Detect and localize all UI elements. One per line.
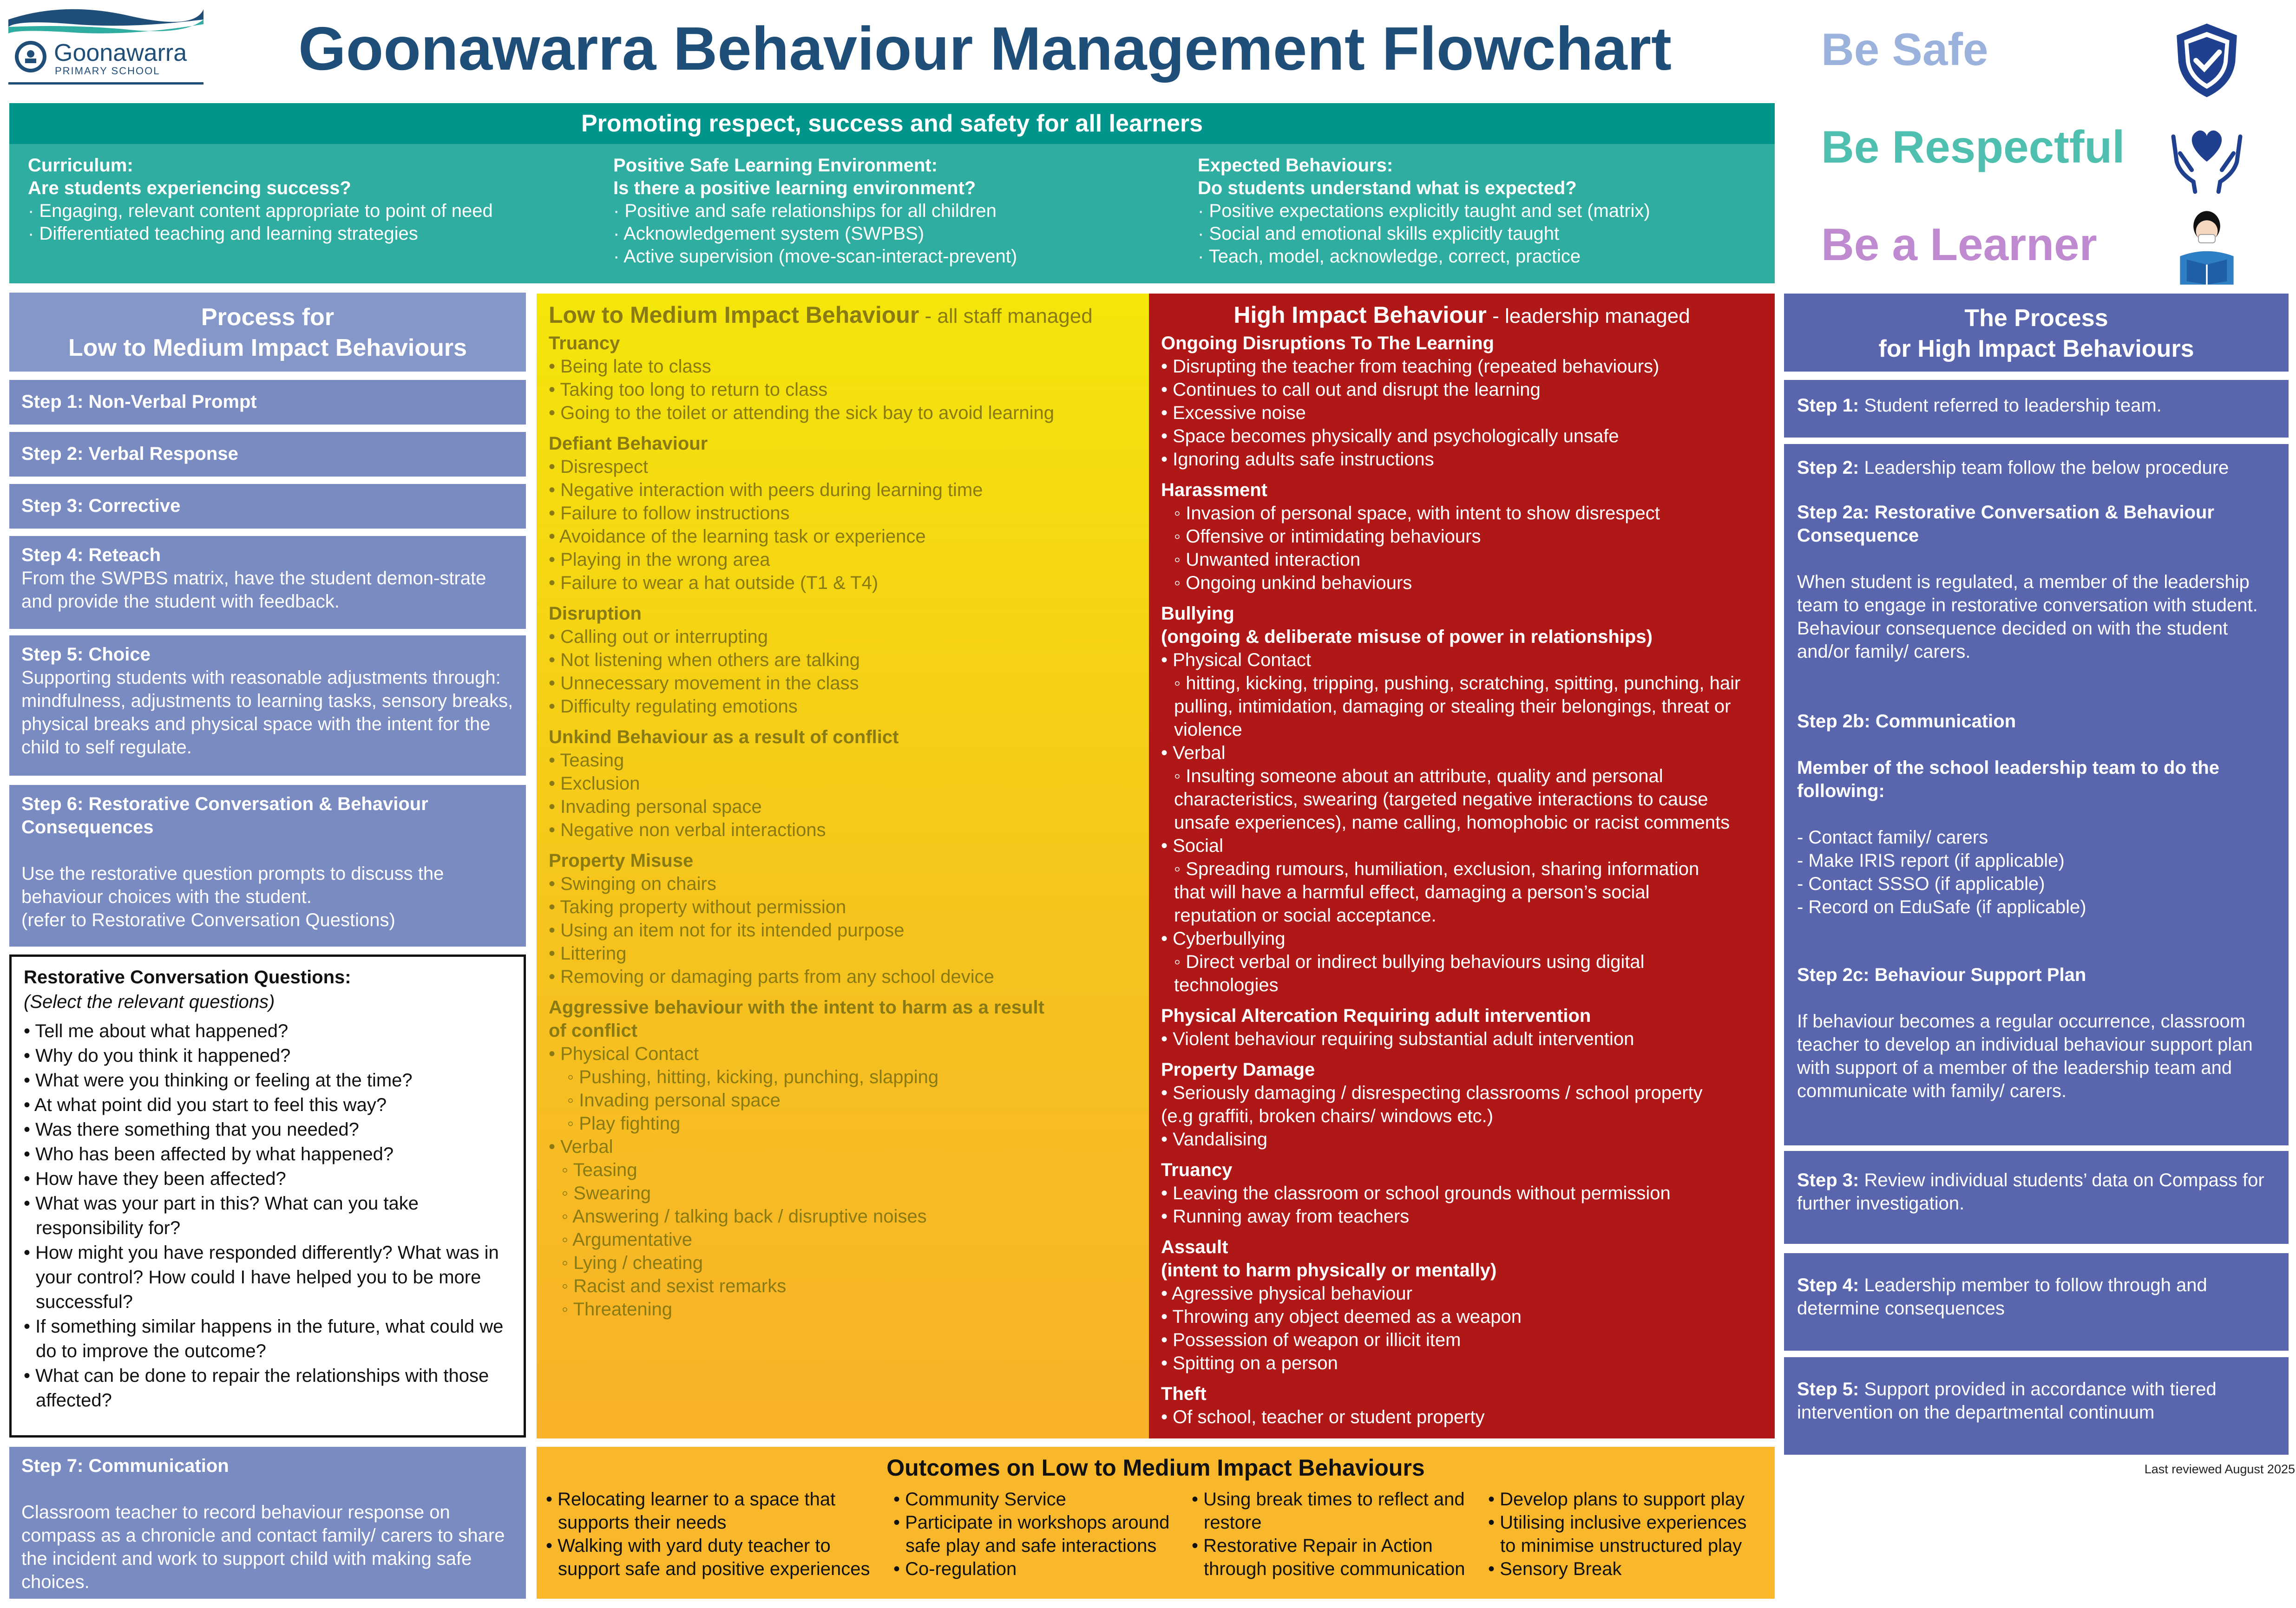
list-item: • Negative non verbal interactions	[549, 820, 826, 840]
low-step-6	[9, 785, 526, 947]
outcomes-column-4	[1488, 1488, 1767, 1581]
list-item: • Social	[1161, 836, 1224, 856]
step-2b-item: - Record on EduSafe (if applicable)	[1797, 897, 2086, 917]
group-heading: Truancy	[1161, 1160, 1233, 1180]
low-process-title-line2: Low to Medium Impact Behaviours	[68, 334, 467, 361]
rcq-question: • Who has been affected by what happened?	[24, 1144, 394, 1164]
step-2c-body: If behaviour becomes a regular occurrence, classroom teacher to develop an individual behaviour support plan with support of a member of the leadership team and communicate with family/ carers.	[1797, 1011, 2253, 1101]
list-subitem: ◦ Argumentative	[562, 1229, 692, 1250]
step-title: Step 3: Corrective	[21, 496, 181, 516]
banner-column-environment	[613, 154, 1189, 268]
list-item: • Seriously damaging / disrespecting classrooms / school property (e.g graffiti, broken chairs/ windows etc.)	[1161, 1083, 1703, 1126]
list-item: • Removing or damaging parts from any school device	[549, 967, 994, 987]
rcq-question: • What was your part in this? What can you take responsibility for?	[24, 1193, 419, 1238]
outcomes-column-3	[1192, 1488, 1489, 1581]
group-heading-note: (ongoing & deliberate misuse of power in relationships)	[1161, 627, 1653, 647]
step-2b-item: - Contact SSSO (if applicable)	[1797, 874, 2045, 894]
group-heading: Assault	[1161, 1237, 1228, 1257]
step-note: (refer to Restorative Conversation Questions)	[21, 910, 395, 930]
step-2b-title: Step 2b: Communication	[1797, 711, 2016, 732]
step-label: Step 1:	[1797, 395, 1859, 416]
high-step-3	[1784, 1151, 2289, 1244]
student-reading-icon	[2165, 204, 2249, 288]
list-item: • Difficulty regulating emotions	[549, 696, 798, 717]
high-impact-list	[1161, 332, 1765, 1429]
rcq-question: • Was there something that you needed?	[24, 1119, 359, 1140]
banner-question: Are students experiencing success?	[28, 178, 351, 198]
banner-heading: Positive Safe Learning Environment:	[613, 155, 938, 176]
high-step-5	[1784, 1357, 2289, 1455]
logo-underline	[8, 82, 203, 85]
step-text: Leadership member to follow through and determine consequences	[1797, 1275, 2207, 1319]
list-item: • Disrespect	[549, 457, 649, 477]
outcomes-panel	[537, 1447, 1775, 1599]
banner-heading: Expected Behaviours:	[1198, 155, 1393, 176]
step-body: Use the restorative question prompts to discuss the behaviour choices with the student.	[21, 863, 444, 907]
list-item: • Continues to call out and disrupt the learning	[1161, 379, 1541, 400]
low-step-2	[9, 432, 526, 477]
outcome-item: • Participate in workshops around safe play and safe interactions	[893, 1512, 1170, 1556]
step-label: Step 3:	[1797, 1170, 1859, 1190]
rcq-question: • Why do you think it happened?	[24, 1046, 291, 1066]
list-item: • Agressive physical behaviour	[1161, 1283, 1412, 1304]
list-item: • Taking property without permission	[549, 897, 846, 917]
list-subitem: ◦ Invasion of personal space, with intent to show disrespect	[1174, 503, 1660, 523]
low-impact-subtitle: - all staff managed	[919, 305, 1093, 327]
step-2c-title: Step 2c: Behaviour Support Plan	[1797, 965, 2086, 985]
banner-column-curriculum	[28, 154, 604, 245]
group-heading: Disruption	[549, 603, 642, 624]
high-impact-title: High Impact Behaviour	[1233, 302, 1487, 328]
low-impact-behaviour-panel	[537, 294, 1149, 1438]
list-item: • Cyberbullying	[1161, 928, 1286, 949]
group-heading: Defiant Behaviour	[549, 433, 708, 454]
list-item: • Physical Contact	[1161, 650, 1312, 670]
outcome-item: • Using break times to reflect and restore	[1192, 1489, 1465, 1533]
list-item: • Possession of weapon or illicit item	[1161, 1330, 1461, 1350]
high-process-header	[1784, 294, 2289, 372]
banner-question: Do students understand what is expected?	[1198, 178, 1577, 198]
list-subitem: ◦ Threatening	[562, 1299, 673, 1320]
group-heading: Unkind Behaviour as a result of conflict	[549, 727, 899, 747]
hands-heart-icon	[2165, 111, 2249, 195]
list-item: • Unnecessary movement in the class	[549, 673, 859, 693]
list-item: • Invading personal space	[549, 797, 762, 817]
group-heading: Theft	[1161, 1384, 1207, 1404]
logo-school-name: Goonawarra	[54, 39, 187, 66]
outcomes-column-1	[546, 1488, 885, 1581]
step-title: Step 6: Restorative Conversation & Behaviour Consequences	[21, 794, 428, 837]
outcomes-column-2	[893, 1488, 1181, 1581]
list-item: • Taking too long to return to class	[549, 379, 828, 400]
step-label: Step 2:	[1797, 458, 1859, 478]
outcome-item: • Relocating learner to a space that supports their needs	[546, 1489, 836, 1533]
outcome-item: • Co-regulation	[893, 1559, 1017, 1579]
high-process-title-line2: for High Impact Behaviours	[1878, 335, 2194, 362]
step-2b-item: - Contact family/ carers	[1797, 827, 1988, 848]
logo-subtitle: PRIMARY SCHOOL	[55, 65, 160, 77]
banner-item: · Active supervision (move-scan-interact-prevent)	[613, 246, 1017, 267]
high-impact-behaviour-panel	[1149, 294, 1775, 1438]
low-impact-heading	[549, 300, 1093, 331]
restorative-questions-box	[9, 954, 526, 1438]
last-reviewed-note: Last reviewed August 2025	[2144, 1462, 2295, 1476]
low-impact-title: Low to Medium Impact Behaviour	[549, 302, 919, 328]
rcq-question: • What were you thinking or feeling at the time?	[24, 1070, 413, 1091]
list-subitem: ◦ Insulting someone about an attribute, quality and personal characteristics, swearing (targeted negative interactions to cause unsafe experiences), name calling, homophobic or racist comments	[1174, 766, 1730, 833]
step-2b-item: - Make IRIS report (if applicable)	[1797, 850, 2065, 871]
list-item: • Failure to wear a hat outside (T1 & T4)	[549, 573, 879, 593]
step-body: Supporting students with reasonable adjustments through: mindfulness, adjustments to learning tasks, sensory breaks, physical breaks and physical space with the intent for the child to self regulate.	[21, 667, 513, 758]
motto-be-safe: Be Safe	[1821, 24, 1988, 75]
banner-item: · Teach, model, acknowledge, correct, practice	[1198, 246, 1581, 267]
low-step-4	[9, 536, 526, 629]
rcq-question: • Tell me about what happened?	[24, 1021, 289, 1041]
list-subitem: ◦ Lying / cheating	[562, 1253, 703, 1273]
list-item: • Vandalising	[1161, 1129, 1267, 1150]
step-text: Student referred to leadership team.	[1859, 395, 2162, 416]
group-heading: Physical Altercation Requiring adult intervention	[1161, 1006, 1591, 1026]
step-text: Support provided in accordance with tiered intervention on the departmental continuum	[1797, 1379, 2217, 1423]
banner-heading: Curriculum:	[28, 155, 133, 176]
outcome-item: • Walking with yard duty teacher to support safe and positive experiences	[546, 1536, 870, 1579]
rcq-subtitle: (Select the relevant questions)	[24, 992, 275, 1012]
list-subitem: ◦ Invading personal space	[567, 1090, 781, 1111]
low-step-1	[9, 380, 526, 425]
list-subitem: ◦ Play fighting	[567, 1113, 681, 1134]
high-process-title-line1: The Process	[1964, 305, 2108, 332]
motto-be-a-learner: Be a Learner	[1821, 219, 2097, 270]
list-subitem: ◦ Pushing, hitting, kicking, punching, slapping	[567, 1067, 939, 1087]
step-title: Step 4: Reteach	[21, 545, 161, 565]
step-body: Classroom teacher to record behaviour response on compass as a chronicle and contact family/ carers to share the incident and work to support child with making safe choices.	[21, 1502, 505, 1592]
rcq-question: • If something similar happens in the future, what could we do to improve the outcome?	[24, 1316, 504, 1361]
rcq-question: • How might you have responded differently? What was in your control? How could I have helped you to be more successful?	[24, 1242, 499, 1312]
low-process-title-line1: Process for	[201, 304, 335, 331]
list-item: • Teasing	[549, 750, 624, 771]
high-step-4	[1784, 1253, 2289, 1351]
outcome-item: • Sensory Break	[1488, 1559, 1622, 1579]
list-subitem: ◦ Direct verbal or indirect bullying behaviours using digital technologies	[1174, 952, 1645, 995]
banner-body	[9, 144, 1775, 283]
banner-item: · Differentiated teaching and learning strategies	[28, 223, 418, 244]
list-subitem: ◦ hitting, kicking, tripping, pushing, scratching, spitting, punching, hair pulling, intimidation, damaging or stealing their belongings, threat or violence	[1174, 673, 1741, 740]
list-item: • Failure to follow instructions	[549, 503, 790, 523]
shield-check-icon	[2165, 19, 2249, 102]
list-item: • Spitting on a person	[1161, 1353, 1338, 1373]
list-subitem: ◦ Answering / talking back / disruptive noises	[562, 1206, 927, 1227]
list-item: • Swinging on chairs	[549, 874, 716, 894]
banner-item: · Engaging, relevant content appropriate to point of need	[28, 201, 493, 221]
banner-item: · Acknowledgement system (SWPBS)	[613, 223, 925, 244]
banner-title: Promoting respect, success and safety for all learners	[9, 103, 1775, 144]
list-item: • Calling out or interrupting	[549, 627, 768, 647]
high-step-1	[1784, 380, 2289, 438]
list-item: • Disrupting the teacher from teaching (repeated behaviours)	[1161, 356, 1660, 377]
list-item: • Littering	[549, 943, 627, 964]
low-step-5	[9, 635, 526, 776]
list-subitem: ◦ Offensive or intimidating behaviours	[1174, 526, 1481, 547]
banner-item: · Positive expectations explicitly taught and set (matrix)	[1198, 201, 1650, 221]
list-subitem: ◦ Unwanted interaction	[1174, 549, 1361, 570]
group-heading: Property Damage	[1161, 1059, 1315, 1080]
list-item: • Verbal	[1161, 743, 1226, 763]
step-2a-body: When student is regulated, a member of the leadership team to engage in restorative conversation with student. Behaviour consequence decided on with the student and/or family/ carers.	[1797, 572, 2258, 662]
list-item: • Being late to class	[549, 356, 711, 377]
group-heading: Property Misuse	[549, 850, 694, 871]
banner-item: · Positive and safe relationships for all children	[613, 201, 997, 221]
low-step-7	[9, 1447, 526, 1599]
rcq-question: • How have they been affected?	[24, 1169, 286, 1189]
list-item: • Using an item not for its intended purpose	[549, 920, 905, 941]
group-heading: Bullying	[1161, 603, 1234, 624]
step-title: Step 2: Verbal Response	[21, 444, 238, 464]
step-body: From the SWPBS matrix, have the student demon-strate and provide the student with feedback.	[21, 568, 486, 612]
list-subitem: ◦ Spreading rumours, humiliation, exclusion, sharing information that will have a harmful effect, damaging a person’s social reputation or social acceptance.	[1174, 859, 1699, 926]
outcome-item: • Utilising inclusive experiences to minimise unstructured play	[1488, 1512, 1747, 1556]
list-item: • Exclusion	[549, 773, 640, 794]
step-2a-title: Step 2a: Restorative Conversation & Behaviour Consequence	[1797, 502, 2215, 546]
step-text: Leadership team follow the below procedure	[1859, 458, 2229, 478]
list-item: • Going to the toilet or attending the sick bay to avoid learning	[549, 403, 1055, 423]
list-item: • Not listening when others are talking	[549, 650, 860, 670]
list-item: • Violent behaviour requiring substantial adult intervention	[1161, 1029, 1634, 1049]
list-item: • Ignoring adults safe instructions	[1161, 449, 1434, 470]
step-label: Step 4:	[1797, 1275, 1859, 1295]
list-subitem: ◦ Ongoing unkind behaviours	[1174, 573, 1412, 593]
high-impact-heading	[1149, 300, 1775, 331]
step-title: Step 5: Choice	[21, 644, 151, 665]
banner-item: · Social and emotional skills explicitly taught	[1198, 223, 1560, 244]
list-item: • Of school, teacher or student property	[1161, 1407, 1485, 1427]
school-logo	[8, 6, 203, 85]
list-item: • Negative interaction with peers during learning time	[549, 480, 983, 500]
list-item: • Playing in the wrong area	[549, 549, 770, 570]
list-item: • Avoidance of the learning task or experience	[549, 526, 926, 547]
low-process-header	[9, 293, 526, 372]
high-impact-subtitle: - leadership managed	[1486, 305, 1690, 327]
list-item: • Leaving the classroom or school grounds without permission	[1161, 1183, 1671, 1203]
outcome-item: • Restorative Repair in Action through positive communication	[1192, 1536, 1465, 1579]
group-heading-note: (intent to harm physically or mentally)	[1161, 1260, 1497, 1281]
rcq-title: Restorative Conversation Questions:	[24, 967, 351, 987]
list-item: • Physical Contact	[549, 1044, 699, 1064]
group-heading: Aggressive behaviour with the intent to harm as a result of conflict	[549, 997, 1044, 1041]
list-subitem: ◦ Teasing	[562, 1160, 637, 1180]
low-impact-list	[549, 332, 1139, 1321]
page-title: Goonawarra Behaviour Management Flowchart	[298, 14, 1672, 83]
list-item: • Verbal	[549, 1137, 613, 1157]
outcomes-title: Outcomes on Low to Medium Impact Behaviours	[886, 1455, 1425, 1481]
high-step-2	[1784, 444, 2289, 1145]
group-heading: Truancy	[549, 333, 620, 353]
step-text: Review individual students’ data on Compass for further investigation.	[1797, 1170, 2264, 1214]
rcq-question: • What can be done to repair the relationships with those affected?	[24, 1366, 489, 1411]
low-step-3	[9, 484, 526, 529]
step-label: Step 5:	[1797, 1379, 1859, 1399]
banner-column-expected	[1198, 154, 1774, 268]
list-subitem: ◦ Swearing	[562, 1183, 651, 1203]
list-item: • Space becomes physically and psychologically unsafe	[1161, 426, 1619, 446]
group-heading: Ongoing Disruptions To The Learning	[1161, 333, 1494, 353]
group-heading: Harassment	[1161, 480, 1268, 500]
list-item: • Running away from teachers	[1161, 1206, 1410, 1227]
banner-question: Is there a positive learning environment?	[613, 178, 976, 198]
outcome-item: • Develop plans to support play	[1488, 1489, 1745, 1510]
list-item: • Throwing any object deemed as a weapon	[1161, 1307, 1522, 1327]
rcq-question: • At what point did you start to feel this way?	[24, 1095, 387, 1115]
step-title: Step 7: Communication	[21, 1456, 229, 1476]
motto-be-respectful: Be Respectful	[1821, 121, 2125, 172]
list-item: • Excessive noise	[1161, 403, 1306, 423]
step-2b-lead: Member of the school leadership team to do the following:	[1797, 758, 2220, 801]
outcome-item: • Community Service	[893, 1489, 1066, 1510]
list-subitem: ◦ Racist and sexist remarks	[562, 1276, 787, 1296]
step-title: Step 1: Non-Verbal Prompt	[21, 392, 257, 412]
